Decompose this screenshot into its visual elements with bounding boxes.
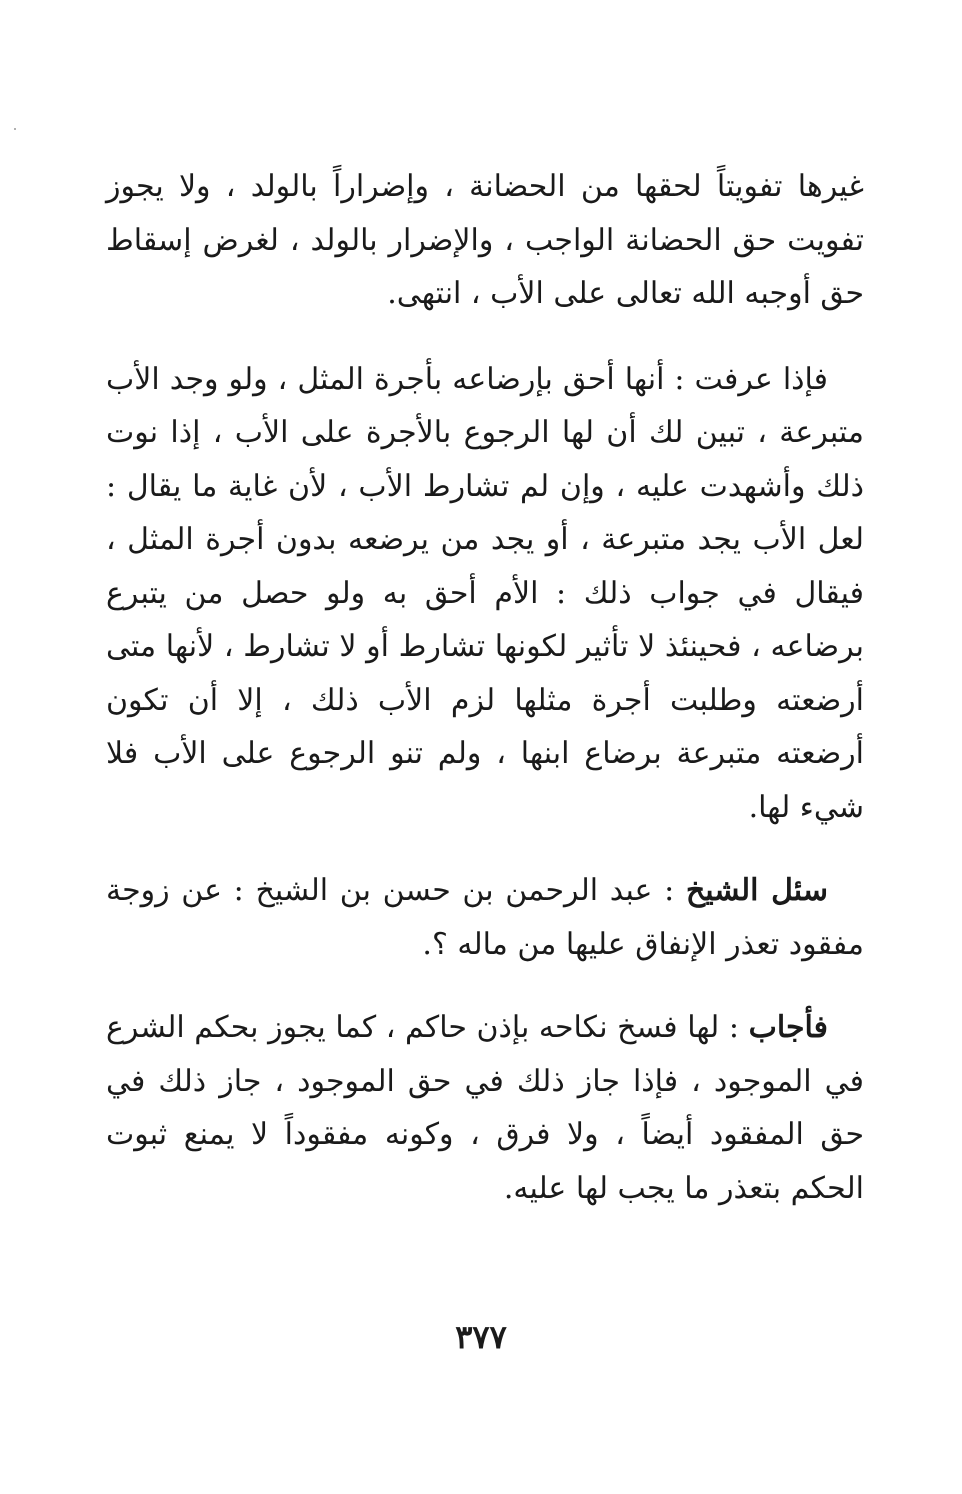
scan-speck — [14, 128, 16, 130]
paragraph-answer — [106, 1001, 864, 1215]
page-body — [106, 160, 864, 1215]
page-number: ٣٧٧ — [455, 1318, 507, 1356]
paragraph-2-text: فإذا عرفت : أنها أحق بإرضاعه بأجرة المثل ، ولو وجد الأب متبرعة ، تبين لك أن لها الرجوع بالأجرة على الأب ، إذا نوت ذلك وأشهدت عليه ، وإن لم تشارط الأب ، لأن غاية ما يقال : لعل الأب يجد متبرعة ، أو يجد من يرضعه بدون أجرة المثل ، فيقال في جواب ذلك : الأم أحق به ولو حصل من يتبرع برضاعه ، فحينئذ لا تأثير لكونها تشارط أو لا تشارط ، لأنها متى أرضعته وطلبت أجرة مثلها لزم الأب ذلك ، إلا أن تكون أرضعته متبرعة برضاع ابنها ، ولم تنو الرجوع على الأب فلا شيء لها. — [106, 361, 864, 825]
question-text: : عبد الرحمن بن حسن بن الشيخ : عن زوجة مفقود تعذر الإنفاق عليها من ماله ؟. — [106, 873, 864, 962]
paragraph-2 — [106, 353, 864, 835]
answer-text: : لها فسخ نكاحه بإذن حاكم ، كما يجوز بحكم الشرع في الموجود ، فإذا جاز ذلك في حق الموجود ، جاز ذلك في حق المفقود أيضاً ، ولا فرق ، وكونه مفقوداً لا يمنع ثبوت الحكم بتعذر ما يجب لها عليه. — [106, 1010, 864, 1206]
question-lead: سئل الشيخ — [685, 873, 828, 908]
answer-lead: فأجاب — [748, 1010, 828, 1045]
paragraph-question — [106, 864, 864, 971]
paragraph-1: غيرها تفويتاً لحقها من الحضانة ، وإضراراً بالولد ، ولا يجوز تفويت حق الحضانة الواجب ، والإضرار بالولد ، لغرض إسقاط حق أوجبه الله تعالى على الأب ، انتهى. — [106, 169, 864, 311]
